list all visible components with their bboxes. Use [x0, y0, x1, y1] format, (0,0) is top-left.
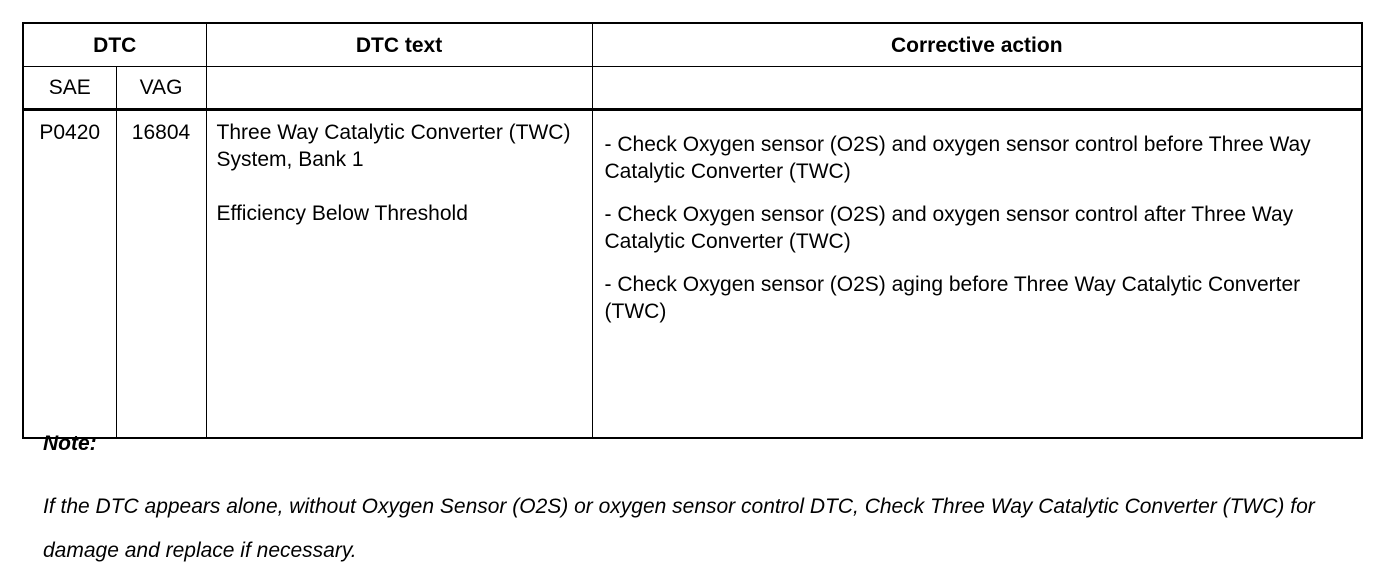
action-item: - Check Oxygen sensor (O2S) aging before Three Way Catalytic Converter (TWC) [604, 273, 1301, 323]
subheader-empty-text [206, 67, 592, 110]
action-item: - Check Oxygen sensor (O2S) and oxygen sensor control after Three Way Catalytic Converter (TWC) [604, 203, 1294, 253]
action-item: - Check Oxygen sensor (O2S) and oxygen sensor control before Three Way Catalytic Converter (TWC) [604, 133, 1311, 183]
header-dtc: DTC [23, 23, 206, 67]
dtc-text-line: Three Way Catalytic Converter (TWC) System, Bank 1 [216, 121, 571, 171]
dtc-text-line: Efficiency Below Threshold [216, 202, 468, 225]
header-sae: SAE [23, 67, 116, 110]
header-row [23, 23, 1362, 67]
table-row [23, 110, 1362, 439]
subheader-empty-action [592, 67, 1362, 110]
cell-sae-code: P0420 [23, 110, 116, 439]
subheader-row [23, 67, 1362, 110]
cell-vag-code: 16804 [116, 110, 206, 439]
note-label: Note: [43, 432, 97, 455]
header-dtc-text: DTC text [206, 23, 592, 67]
header-vag: VAG [116, 67, 206, 110]
cell-corrective-action [592, 110, 1362, 439]
note-text: If the DTC appears alone, without Oxygen Sensor (O2S) or oxygen sensor control DTC, Check Three Way Catalytic Converter (TWC) for damage and replace if necessary. [43, 495, 1315, 562]
cell-dtc-text [206, 110, 592, 439]
header-corrective-action: Corrective action [592, 23, 1362, 67]
dtc-table [22, 22, 1363, 439]
